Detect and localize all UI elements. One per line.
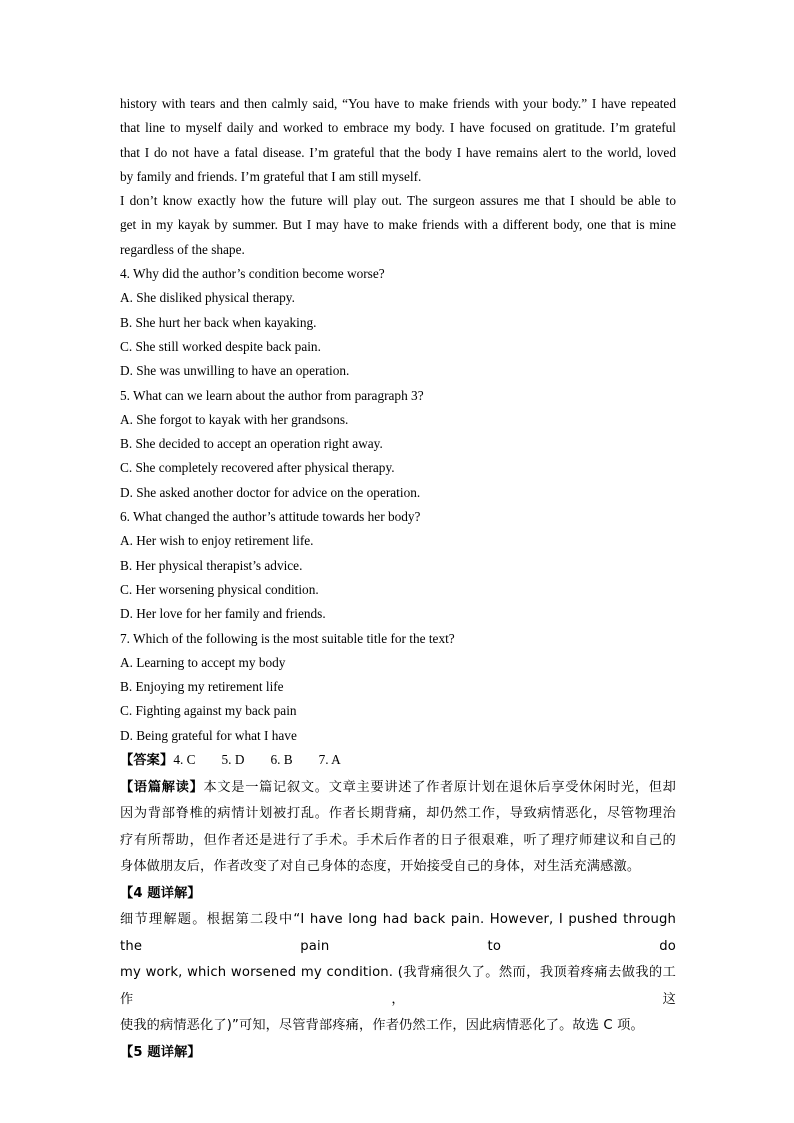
answer-item: 7. A — [318, 752, 341, 768]
option-a: A. She forgot to kayak with her grandsons. — [120, 411, 349, 427]
analysis-line: 疗有所帮助，但作者还是进行了手术。手术后作者的日子很艰难，听了理疗师建议和自己的 — [120, 832, 676, 848]
question-stem: 4. Why did the author’s condition become worse? — [120, 266, 385, 282]
answer-item: 4. C — [173, 752, 196, 768]
option-c: C. She still worked despite back pain. — [120, 338, 321, 354]
option-b: B. She decided to accept an operation right away. — [120, 436, 383, 452]
detail-line: 细节理解题。根据第二段中“I have long had back pain. However, I pushed through the pain to do — [120, 912, 676, 954]
question-7 — [120, 627, 676, 748]
option-b: B. Enjoying my retirement life — [120, 679, 284, 695]
option-c: C. Her worsening physical condition. — [120, 581, 319, 597]
answer-label: 【答案】 — [120, 753, 174, 769]
option-d: D. Being grateful for what I have — [120, 727, 297, 743]
question-5 — [120, 384, 676, 505]
passage-paragraph-2 — [120, 189, 676, 262]
detail-5 — [120, 1040, 676, 1067]
analysis-label: 【语篇解读】 — [120, 779, 204, 795]
answer-item: 6. B — [270, 752, 293, 768]
option-d: D. She asked another doctor for advice on the operation. — [120, 484, 421, 500]
option-b: B. She hurt her back when kayaking. — [120, 314, 317, 330]
text-line: regardless of the shape. — [120, 241, 245, 257]
option-b: B. Her physical therapist’s advice. — [120, 557, 303, 573]
question-stem: 5. What can we learn about the author from paragraph 3? — [120, 387, 424, 403]
document-page — [120, 92, 676, 1066]
option-c: C. Fighting against my back pain — [120, 703, 297, 719]
text-line: I don’t know exactly how the future will play out. The surgeon assures me that I should be able to — [120, 193, 676, 209]
option-d: D. Her love for her family and friends. — [120, 606, 326, 622]
question-4 — [120, 262, 676, 383]
answer-line — [120, 748, 676, 775]
option-c: C. She completely recovered after physical therapy. — [120, 460, 395, 476]
text-line: by family and friends. I’m grateful that I am still myself. — [120, 168, 422, 184]
option-d: D. She was unwilling to have an operation. — [120, 363, 350, 379]
question-6 — [120, 505, 676, 626]
detail-line: 使我的病情恶化了)”可知，尽管背部疼痛，作者仍然工作，因此病情恶化了。故选 C 项。 — [120, 1018, 644, 1034]
detail-4 — [120, 881, 676, 1040]
discourse-analysis — [120, 775, 676, 881]
detail-5-heading: 【5 题详解】 — [120, 1044, 201, 1060]
option-a: A. Learning to accept my body — [120, 654, 286, 670]
option-a: A. Her wish to enjoy retirement life. — [120, 533, 314, 549]
option-a: A. She disliked physical therapy. — [120, 290, 295, 306]
question-stem: 6. What changed the author’s attitude towards her body? — [120, 509, 421, 525]
question-stem: 7. Which of the following is the most suitable title for the text? — [120, 630, 455, 646]
text-line: that I do not have a fatal disease. I’m grateful that the body I have remains alert to the world, loved — [120, 144, 676, 160]
analysis-line: 身体做朋友后，作者改变了对自己身体的态度，开始接受自己的身体，对生活充满感激。 — [120, 859, 641, 875]
analysis-line: 【语篇解读】本文是一篇记叙文。文章主要讲述了作者原计划在退休后享受休闲时光，但却 — [120, 779, 676, 795]
text-line: that line to myself daily and worked to embrace my body. I have focused on gratitude. I’m grateful — [120, 120, 676, 136]
detail-4-heading: 【4 题详解】 — [120, 885, 201, 901]
answer-item: 5. D — [221, 752, 245, 768]
text-line: history with tears and then calmly said, “You have to make friends with your body.” I have repeated — [120, 96, 676, 111]
analysis-line: 因为背部脊椎的病情计划被打乱。作者长期背痛，却仍然工作，导致病情恶化，尽管物理治 — [120, 806, 676, 822]
text-line: get in my kayak by summer. But I may have to make friends with a different body, one that is mine — [120, 217, 676, 233]
passage-paragraph-1 — [120, 92, 676, 189]
detail-line: my work, which worsened my condition. (我背痛很久了。然而，我顶着疼痛去做我的工作，这 — [120, 965, 676, 1007]
